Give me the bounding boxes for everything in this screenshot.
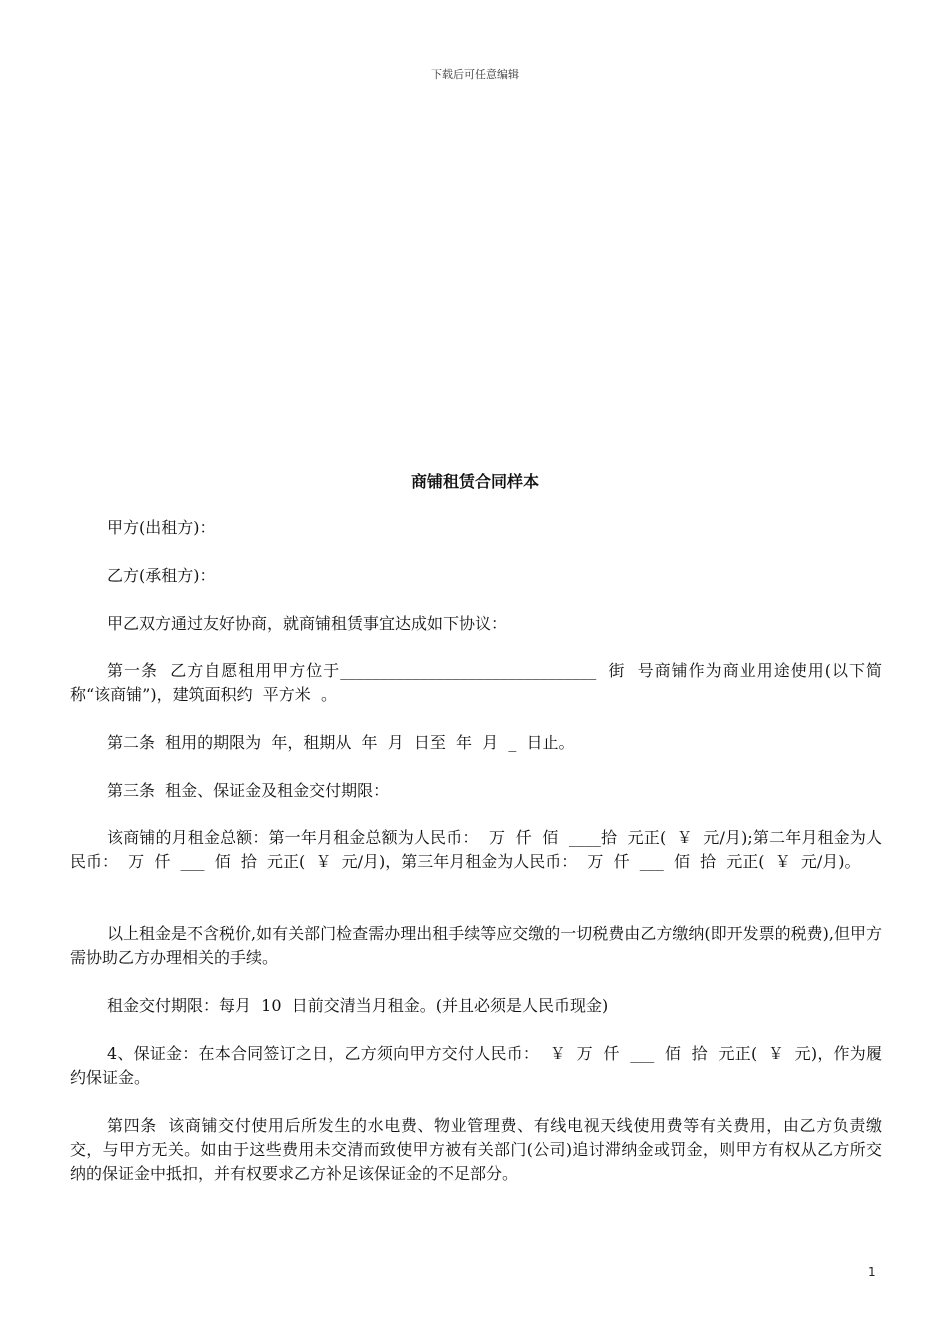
- article-3-heading: 第三条 租金、保证金及租金交付期限：: [107, 781, 390, 800]
- article-1: 第一条 乙方自愿租用甲方位于________________________________ 街 号商铺作为商业用途使用(以下简称“该商铺”)，建筑面积约 平方米 。: [70, 661, 882, 704]
- party-b-line: 乙方(承租方)：: [107, 566, 216, 585]
- article-4: 第四条 该商铺交付使用后所发生的水电费、物业管理费、有线电视天线使用费等有关费用，由乙方负责缴交，与甲方无关。如由于这些费用未交清而致使甲方被有关部门(公司)追讨滞纳金或罚金，则甲方有权从乙方所交纳的保证金中抵扣，并有权要求乙方补足该保证金的不足部分。: [70, 1116, 882, 1183]
- monthly-rent-clause: 该商铺的月租金总额：第一年月租金总额为人民币： 万 仟 佰 ____拾 元正( ￥ 元/月);第二年月租金为人民币： 万 仟 ___ 佰 拾 元正( ￥ 元/月)，第三年月租金为人民币： 万 仟 ___ 佰 拾 元正( ￥ 元/月)。: [70, 828, 882, 871]
- payment-deadline-clause: 租金交付期限：每月 10 日前交清当月租金。(并且必须是人民币现金): [107, 996, 609, 1015]
- article-2: 第二条 租用的期限为 年，租期从 年 月 日至 年 月 _ 日止。: [107, 733, 575, 752]
- tax-clause: 以上租金是不含税价,如有关部门检查需办理出租手续等应交缴的一切税费由乙方缴纳(即开发票的税费),但甲方需协助乙方办理相关的手续。: [70, 924, 882, 967]
- party-a-line: 甲方(出租方)：: [107, 518, 216, 537]
- header-note: 下载后可任意编辑: [431, 68, 519, 81]
- contract-title: 商铺租赁合同样本: [410, 472, 539, 491]
- agreement-intro: 甲乙双方通过友好协商，就商铺租赁事宜达成如下协议：: [107, 614, 508, 633]
- page-number: 1: [868, 1265, 876, 1279]
- deposit-clause: 4、保证金：在本合同签订之日，乙方须向甲方交付人民币： ￥ 万 仟 ___ 佰 拾 元正( ￥ 元)，作为履约保证金。: [70, 1044, 882, 1087]
